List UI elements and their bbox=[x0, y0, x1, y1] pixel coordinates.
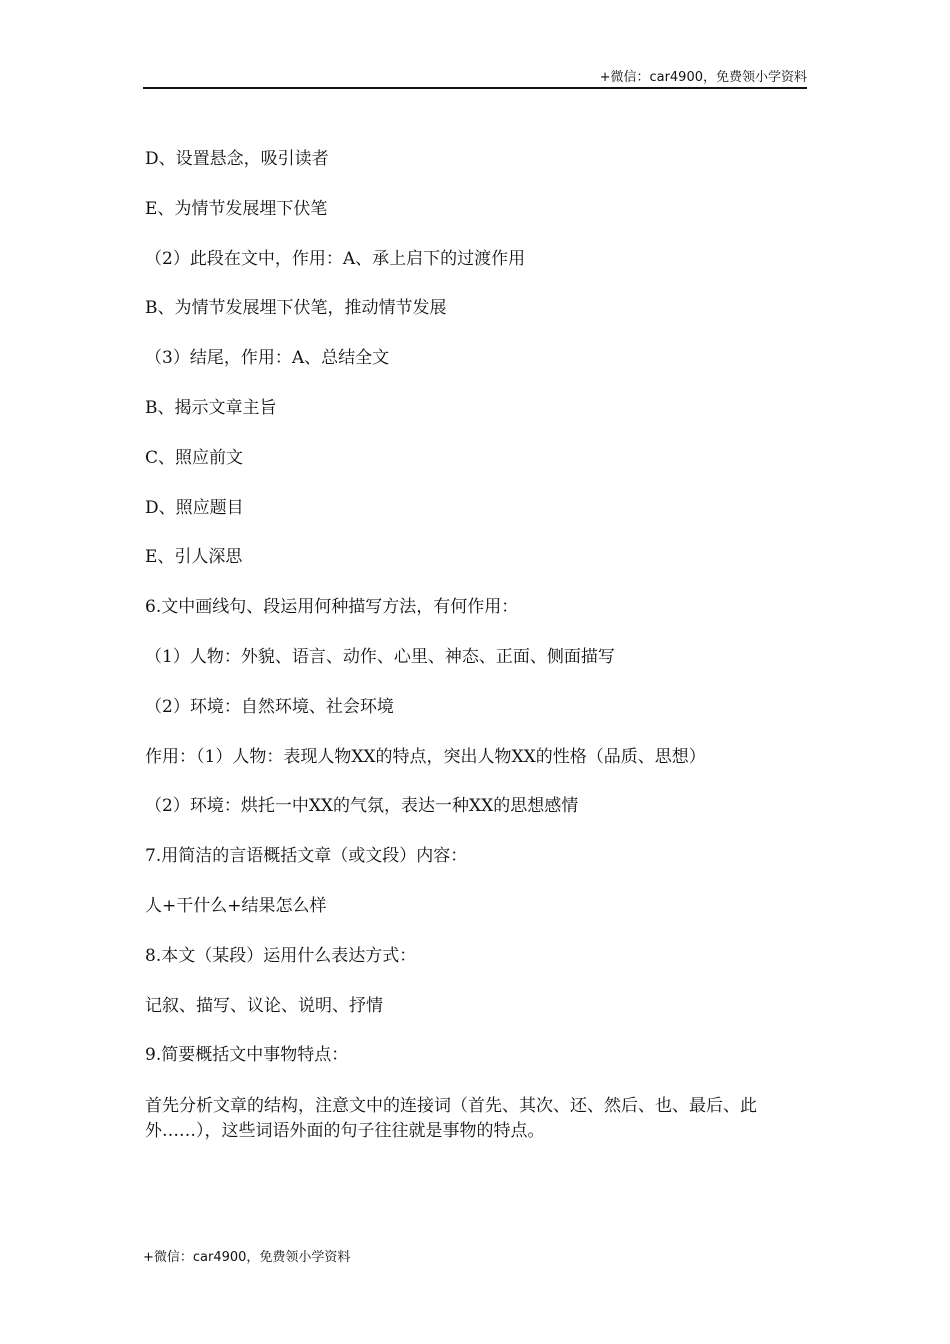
final-paragraph: 首先分析文章的结构，注意文中的连接词（首先、其次、还、然后、也、最后、此外……），这些词语外面的句子往往就是事物的特点。 bbox=[145, 1096, 757, 1142]
text-line: （2）环境：烘托一中XX的气氛，表达一种XX的思想感情 bbox=[145, 796, 579, 817]
text-line: B、揭示文章主旨 bbox=[145, 397, 277, 418]
question-heading: 6.文中画线句、段运用何种描写方法，有何作用： bbox=[145, 597, 519, 618]
text-line: D、照应题目 bbox=[145, 497, 244, 518]
text-line: E、为情节发展埋下伏笔 bbox=[145, 198, 328, 219]
document-body bbox=[145, 148, 809, 1144]
question-heading: 8.本文（某段）运用什么表达方式： bbox=[145, 945, 417, 966]
text-line: 记叙、描写、议论、说明、抒情 bbox=[145, 995, 383, 1016]
text-line: （2）环境：自然环境、社会环境 bbox=[145, 696, 394, 717]
question-heading: 9.简要概括文中事物特点： bbox=[145, 1045, 349, 1066]
text-line: （1）人物：外貌、语言、动作、心里、神态、正面、侧面描写 bbox=[145, 646, 615, 667]
text-line: 作用：（1）人物：表现人物XX的特点，突出人物XX的性格（品质、思想） bbox=[145, 746, 706, 767]
question-heading: 7.用简洁的言语概括文章（或文段）内容： bbox=[145, 846, 468, 867]
text-line: 人+干什么+结果怎么样 bbox=[145, 895, 327, 916]
text-line: D、设置悬念，吸引读者 bbox=[145, 149, 329, 169]
page-footer-text: +微信：car4900，免费领小学资料 bbox=[143, 1250, 351, 1265]
text-line: （3）结尾，作用：A、总结全文 bbox=[145, 348, 390, 369]
text-line: （2）此段在文中，作用：A、承上启下的过渡作用 bbox=[145, 248, 526, 269]
text-line: C、照应前文 bbox=[145, 447, 244, 468]
header-divider bbox=[143, 87, 807, 89]
text-line: B、为情节发展埋下伏笔，推动情节发展 bbox=[145, 298, 447, 319]
page-header-text: +微信：car4900，免费领小学资料 bbox=[599, 70, 807, 85]
text-line: E、引人深思 bbox=[145, 547, 243, 568]
